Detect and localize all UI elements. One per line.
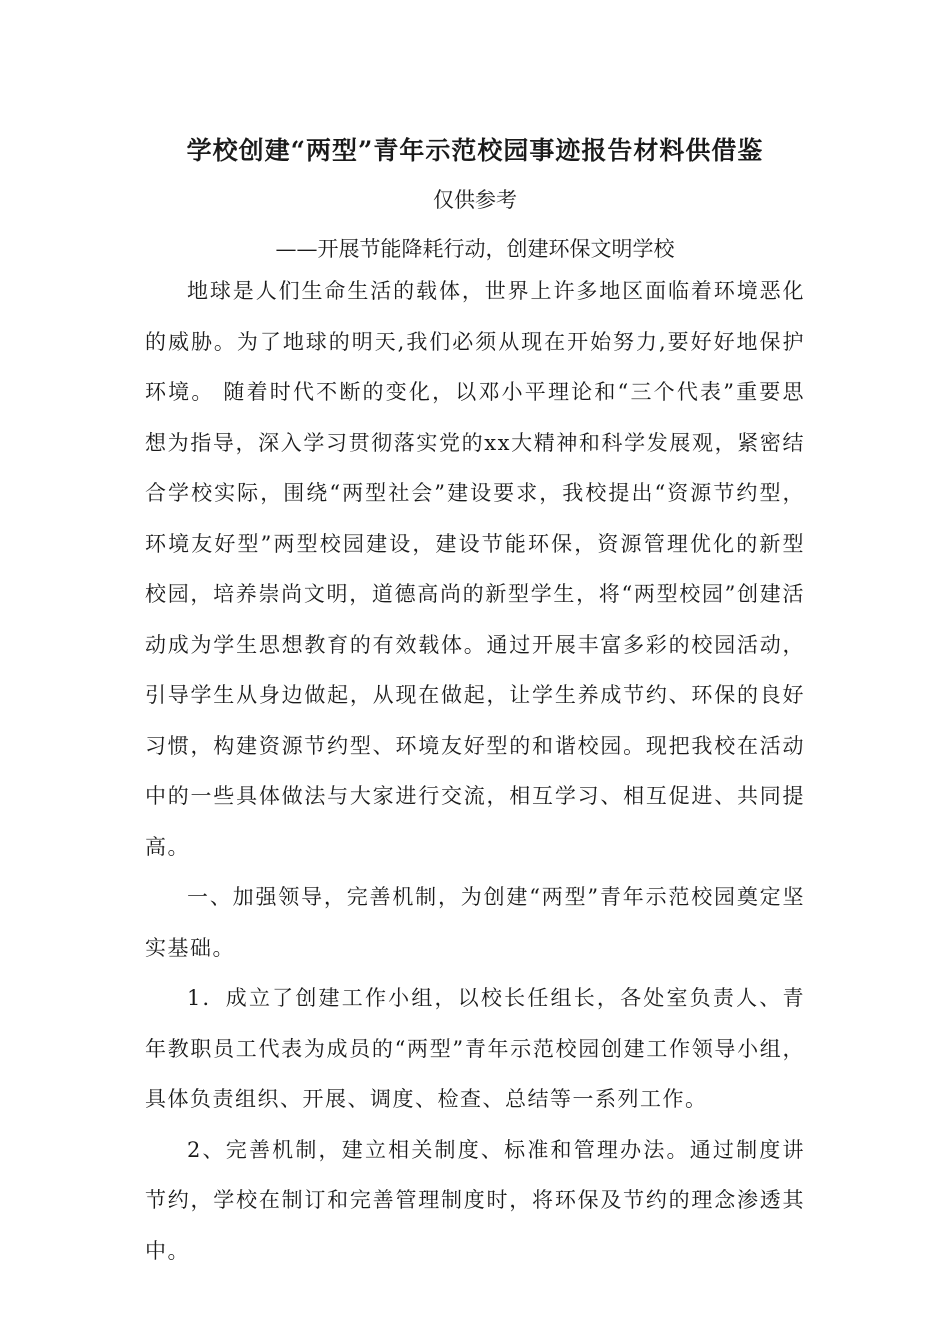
- section-heading-1: 一、加强领导，完善机制，为创建“两型”青年示范校园奠定坚实基础。: [145, 885, 805, 960]
- reference-note: 仅供参考: [433, 188, 517, 212]
- paragraph-item-2: 2、完善机制，建立相关制度、标准和管理办法。通过制度讲节约，学校在制订和完善管理制度时，将环保及节约的理念渗透其中。: [145, 1137, 805, 1263]
- document-body: [145, 266, 805, 1276]
- intro-paragraph: 地球是人们生命生活的载体，世界上许多地区面临着环境恶化的威胁。为了地球的明天,我们必须从现在开始努力,要好好地保护环境。 随着时代不断的变化，以邓小平理论和“三个代表”重要思想为指导，深入学习贯彻落实党的xx大精神和科学发展观，紧密结合学校实际，围绕“两型社会”建设要求，我校提出“资源节约型，环境友好型”两型校园建设，建设节能环保，资源管理优化的新型校园，培养崇尚文明，道德高尚的新型学生，将“两型校园”创建活动成为学生思想教育的有效载体。通过开展丰富多彩的校园活动，引导学生从身边做起，从现在做起，让学生养成节约、环保的良好习惯，构建资源节约型、环境友好型的和谐校园。现把我校在活动中的一些具体做法与大家进行交流，相互学习、相互促进、共同提高。: [145, 279, 805, 859]
- document-title: 学校创建“两型”青年示范校园事迹报告材料供借鉴: [186, 136, 764, 165]
- document-subtitle: ——开展节能降耗行动，创建环保文明学校: [275, 237, 675, 261]
- paragraph-item-1: 1．成立了创建工作小组，以校长任组长，各处室负责人、青年教职员工代表为成员的“两型”青年示范校园创建工作领导小组，具体负责组织、开展、调度、检查、总结等一系列工作。: [145, 986, 805, 1111]
